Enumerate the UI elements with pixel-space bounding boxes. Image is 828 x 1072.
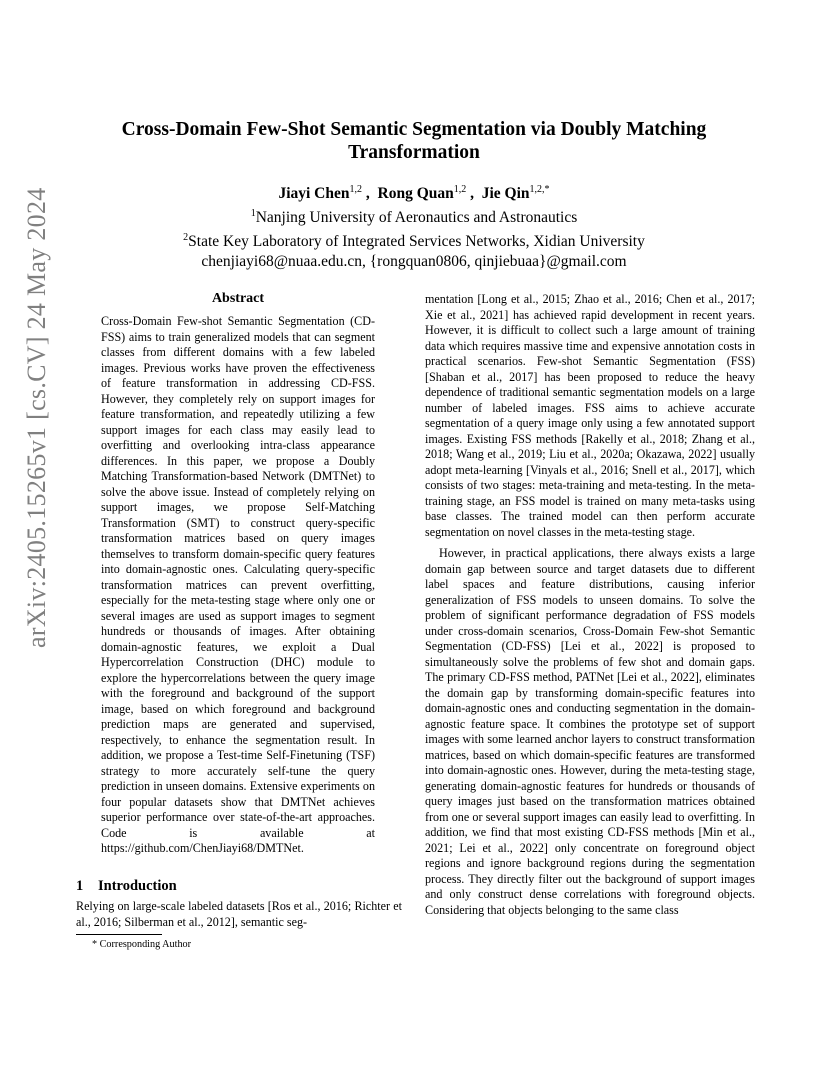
footnote-divider xyxy=(76,934,162,935)
abstract-section xyxy=(101,290,375,857)
abstract-heading: Abstract xyxy=(211,291,265,306)
author-list: Jiayi Chen$^{1,2}$ , Rong Quan$^{1,2}$ , Jie Qin$^{1,2,*}$ xyxy=(278,184,550,203)
affiliations xyxy=(90,204,738,272)
introduction-left-body: Relying on large-scale labeled datasets [Ros et al., 2016; Richter et al., 2016; Silberman et al., 2012], semantic seg- xyxy=(76,899,402,929)
author-emails: chenjiayi68@nuaa.edu.cn, {rongquan0806, qinjiebuaa}@gmail.com xyxy=(201,253,627,271)
author-affiliation-mark: 1,2 xyxy=(349,184,362,195)
body-paragraph: mentation [Long et al., 2015; Zhao et al., 2016; Chen et al., 2017; Xie et al., 2021] has achieved rapid development in recent years. However, it is difficult to collect such a large amount of training data which requires massive time and expensive annotation costs in practical scenarios. Few-shot Semantic Segmentation (FSS) [Shaban et al., 2017] has been proposed to reduce the heavy dependence of traditional semantic segmentation models on a large number of labeled images. FSS aims to achieve accurate segmentation of a query image only using a few annotated support images. Existing FSS methods [Rakelly et al., 2018; Zhang et al., 2018; Wang et al., 2019; Liu et al., 2020a; Okazawa, 2022] usually adopt meta-learning [Vinyals et al., 2016; Snell et al., 2017], which consists of two stages: meta-training and meta-testing. In the meta-training stage, an FSS model is trained on many meta-tasks using base classes. The trained model can then perform accurate segmentation on novel classes in the meta-testing stage. xyxy=(425,292,755,539)
section-heading-introduction xyxy=(76,878,177,895)
affiliation: $^1$Nanjing University of Aeronautics and Astronautics xyxy=(250,208,578,227)
paper-title xyxy=(90,118,738,164)
title-line-1: Cross-Domain Few-Shot Semantic Segmentation via Doubly Matching xyxy=(121,119,707,140)
author-affiliation-mark: 1,2,* xyxy=(529,184,550,195)
author-name: Rong Quan xyxy=(377,185,454,203)
section-title: Introduction xyxy=(98,878,177,894)
title-line-2: Transformation xyxy=(348,142,480,163)
author-name: Jie Qin xyxy=(481,185,530,203)
abstract-body: Cross-Domain Few-shot Semantic Segmentation (CD-FSS) aims to train generalized models that can segment classes from different domains with a few labeled images. Previous works have proven the effectiveness of feature transformation in addressing CD-FSS. However, they completely rely on support images for feature transformation, and repeatedly utilizing a few support images for each class may easily lead to overfitting and overlooking intra-class appearance differences. In this paper, we propose a Doubly Matching Transformation-based Network (DMTNet) to solve the above issue. Instead of completely relying on support images, we propose Self-Matching Transformation (SMT) to construct query-specific transformation matrices based on query images themselves to transform domain-specific query features into domain-agnostic ones. Calculating query-specific transformation matrices can prevent overfitting, especially for the meta-testing stage where only one or several images are used as support images to segment hundreds or thousands of images. After obtaining domain-agnostic features, we exploit a Dual Hypercorrelation Construction (DHC) module to explore the hypercorrelations between the query image with the foreground and background of the support image, based on which foreground and background prediction maps are generated and supervised, respectively, to enhance the segmentation result. In addition, we propose a Test-time Self-Finetuning (TSF) strategy to more accurately self-tune the query prediction in unseen domains. Extensive experiments on four popular datasets show that DMTNet achieves superior performance over state-of-the-art approaches. Code is available at https://github.com/ChenJiayi68/DMTNet. xyxy=(101,314,375,855)
arxiv-stamp: arXiv:2405.15265v1 [cs.CV] 24 May 2024 xyxy=(22,187,51,648)
author-name: Jiayi Chen xyxy=(278,185,350,203)
affiliation: $^2$State Key Laboratory of Integrated Services Networks, Xidian University xyxy=(183,232,645,251)
footnote: * Corresponding Author xyxy=(92,939,192,950)
introduction-right-column xyxy=(425,292,755,918)
author-affiliation-mark: 1,2 xyxy=(453,184,467,195)
section-number: 1 xyxy=(76,878,84,894)
body-paragraph: However, in practical applications, there always exists a large domain gap between source and target datasets due to different label spaces and feature distributions, causing inferior generalization of FSS models to unseen domains. To solve the problem of significant performance degradation of FSS models under cross-domain scenarios, Cross-Domain Few-shot Semantic Segmentation (CD-FSS) [Lei et al., 2022] is proposed to simultaneously solve the problems of few shot and domain gaps. The primary CD-FSS method, PATNet [Lei et al., 2022], eliminates the domain gap by transforming domain-specific features into domain-agnostic ones and conducting segmentation in the domain-agnostic feature space. It combines the prototype set of support images with some learned anchor layers to construct transformation matrices, based on which domain-specific features are transformed into domain-agnostic ones. However, during the meta-testing stage, generating domain-agnostic features for hundreds or thousands of query images just based on the transformation matrices obtained from one or several support images can easily lead to overfitting. In addition, we find that most existing CD-FSS methods [Min et al., 2021; Lei et al., 2022] only concentrate on foreground object regions and ignore background regions during the segmentation process. They directly filter out the background of support images and only construct dense correlations with foreground objects. Considering that objects belonging to the same class xyxy=(425,546,755,917)
